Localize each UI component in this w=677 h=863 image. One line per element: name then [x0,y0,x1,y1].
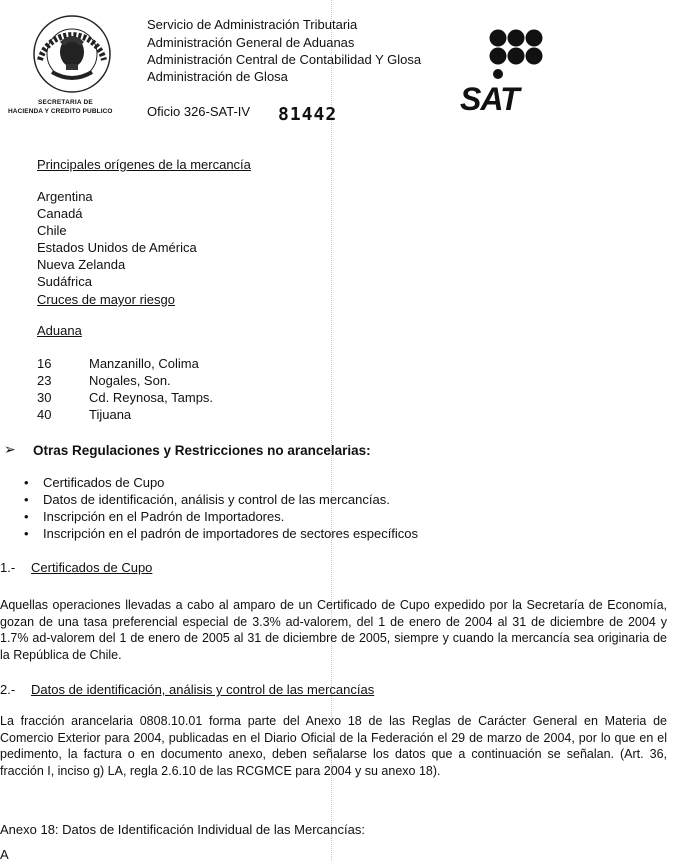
aduana-title: Aduana [37,323,82,338]
risk-crossings-title: Cruces de mayor riesgo [37,292,175,307]
country-item: Sudáfrica [37,274,92,289]
country-item: Chile [37,223,67,238]
regulation-item [24,474,418,491]
regulation-item-text: Certificados de Cupo [43,475,165,490]
arrow-bullet-icon: ➢ [4,441,16,457]
aduana-row [37,372,213,389]
country-item: Nueva Zelanda [37,257,126,272]
aduana-name: Cd. Reynosa, Tamps. [89,390,214,405]
aduana-row [37,355,213,372]
regulations-title: Otras Regulaciones y Restricciones no arancelarias: [33,443,371,458]
annex-heading: Anexo 18: Datos de Identificación Individual de las Mercancías: [0,822,365,837]
annex-trailing-letter: A [0,847,9,862]
section1-paragraph: Aquellas operaciones llevadas a cabo al amparo de un Certificado de Cupo expedido por la Secretaría de Economía, gozan de una tasa preferencial especial de 3.3% ad-valorem, del 1 de enero de 2004 al 31 de diciembre de 2004 y 1.7% ad-valorem del 1 de enero de 2005 al 31 de diciembre de 2005, siempre y cuando la mercancía sea originaria de la República de Chile. [0,598,667,662]
header-line-4: Administración de Glosa [147,69,288,84]
aduana-list [37,355,213,423]
origins-country-list [37,188,197,290]
bullet-dot-icon: • [24,475,29,490]
bullet-dot-icon: • [24,492,29,507]
origins-title: Principales orígenes de la mercancía [37,157,251,172]
sat-logo-dots-icon [478,28,558,84]
regulation-item-text: Inscripción en el Padrón de Importadores. [43,509,285,524]
oficio-label: Oficio 326-SAT-IV [147,104,251,119]
regulation-item-text: Inscripción en el padrón de importadores de sectores específicos [43,526,419,541]
oficio-number: 81442 [278,104,338,125]
mexico-coat-of-arms-seal [22,12,122,96]
section2-title: Datos de identificación, análisis y control de las mercancías [31,682,375,697]
aduana-code: 23 [37,373,52,388]
regulation-item [24,508,418,525]
regulation-item-text: Datos de identificación, análisis y control de las mercancías. [43,492,390,507]
aduana-name: Tijuana [89,407,132,422]
section1-number: 1.- [0,560,16,575]
aduana-name: Nogales, Son. [89,373,171,388]
aduana-code: 30 [37,390,52,405]
header-line-1: Servicio de Administración Tributaria [147,17,358,32]
bullet-dot-icon: • [24,509,29,524]
header-line-2: Administración General de Aduanas [147,35,355,50]
country-item: Estados Unidos de América [37,240,197,255]
aduana-row [37,406,213,423]
aduana-name: Manzanillo, Colima [89,356,199,371]
section2-paragraph: La fracción arancelaria 0808.10.01 forma parte del Anexo 18 de las Reglas de Carácter General en Materia de Comercio Exterior para 2004, publicadas en el Diario Oficial de la Federación el 29 de marzo de 2004, por lo que en el pedimento, la factura o en documento anexo, deben señalarse los datos que a continuación se señalan. (Art. 36, fracción I, inciso g) LA, regla 2.6.10 de las RCGMCE para 2004 y su anexo 18). [0,714,667,778]
aduana-row [37,389,213,406]
header-line-3: Administración Central de Contabilidad Y Glosa [147,52,422,67]
bullet-dot-icon: • [24,526,29,541]
aduana-code: 40 [37,407,52,422]
country-item: Canadá [37,206,83,221]
seal-caption-line-2: HACIENDA Y CREDITO PUBLICO [8,108,113,115]
regulations-bullet-list [24,474,419,542]
section1-title: Certificados de Cupo [31,560,153,575]
aduana-code: 16 [37,356,52,371]
seal-caption-line-1: SECRETARIA DE [38,99,93,106]
regulation-item [24,525,419,542]
sat-logo-text: SAT [460,81,519,117]
country-item: Argentina [37,189,93,204]
regulation-item [24,491,418,508]
section2-number: 2.- [0,682,16,697]
